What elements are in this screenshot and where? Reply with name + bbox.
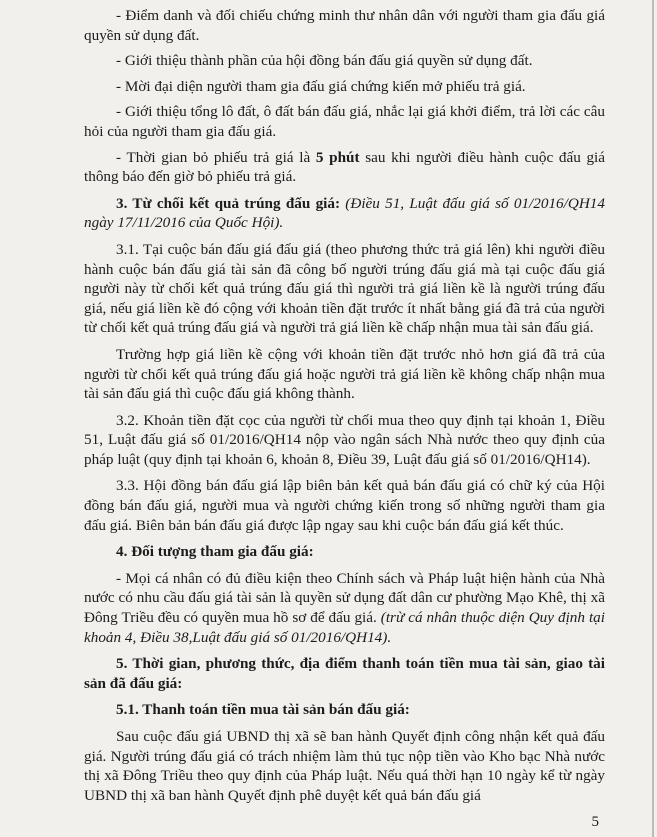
paragraph-3-1: 3.1. Tại cuộc bán đấu giá đấu giá (theo phương thức trả giá lên) khi người điều hành cuộc bán đấu giá tài sản đã công bố người trúng đấu giá mà tại cuộc đấu giá người này từ chối kết quả trúng đấu giá thì người trả giá liền kề là người trúng đấu giá, nếu giá liền kề đó cộng với khoản tiền đặt trước ít nhất bằng giá đã trả của người từ chối kết quả trúng đấu giá và người trả giá liền kề chấp nhận mua tài sản đấu giá. — [84, 240, 605, 337]
paragraph-voting-time — [84, 148, 605, 187]
section-5-1-heading: 5.1. Thanh toán tiền mua tài sản bán đấu giá: — [116, 701, 410, 719]
paragraph-3-1-case: Trường hợp giá liền kề cộng với khoản tiền đặt trước nhỏ hơn giá đã trả của người từ chối kết quả trúng đấu giá hoặc người trả giá liền kề không chấp nhận mua tài sản đấu giá thì cuộc đấu giá không thành. — [84, 345, 605, 403]
voting-time-prefix: - Thời gian bỏ phiếu trả giá là — [116, 148, 316, 166]
voting-time-duration: 5 phút — [315, 148, 360, 166]
eligibility-text: - Mọi cá nhân có đủ điều kiện theo Chính sách và Pháp luật hiện hành của Nhà nước có nhu cầu đấu giá tài sản là quyền sử dụng đất dân cư phường Mạo Khê, thị xã Đông Triều đều có quyền mua hồ sơ để đấu giá. — [84, 569, 605, 627]
section-3-heading — [84, 194, 605, 233]
voting-time-suffix: sau khi người điều hành cuộc đấu giá thông báo đến giờ bỏ phiếu trả giá. — [84, 148, 606, 186]
section-3-title: 3. Từ chối kết quả trúng đấu giá: — [116, 194, 341, 212]
eligibility-exception: (trừ cá nhân thuộc diện Quy định tại khoản 4, Điều 38,Luật đấu giá số 01/2016/QH14). — [84, 609, 605, 646]
paragraph-4-eligibility — [84, 569, 605, 647]
paragraph-5-1-payment: Sau cuộc đấu giá UBND thị xã sẽ ban hành Quyết định công nhận kết quả đấu giá. Người trúng đấu giá có trách nhiệm làm thủ tục nộp tiền vào Kho bạc Nhà nước thị xã Đông Triều theo quy định của Pháp luật. Nếu quá thời hạn 10 ngày kể từ ngày UBND thị xã ban hành Quyết định phê duyệt kết quả bán đấu giá — [84, 728, 605, 804]
paragraph-invite-witness: - Mời đại diện người tham gia đấu giá chứng kiến mở phiếu trả giá. — [116, 77, 526, 95]
scan-edge-line — [652, 0, 654, 837]
section-5-heading: 5. Thời gian, phương thức, địa điểm thanh toán tiền mua tài sản, giao tài sản đã đấu giá: — [84, 655, 605, 692]
paragraph-3-2: 3.2. Khoản tiền đặt cọc của người từ chối mua theo quy định tại khoản 1, Điều 51, Luật đấu giá số 01/2016/QH14 nộp vào ngân sách Nhà nước theo quy định của pháp luật (quy định tại khoản 6, khoản 8, Điều 39, Luật đấu giá số 01/2016/QH14). — [84, 411, 605, 468]
paragraph-3-3: 3.3. Hội đồng bán đấu giá lập biên bản kết quả bán đấu giá có chữ ký của Hội đồng bán đấu giá, người mua và người chứng kiến trong số những người tham gia đấu giá. Biên bản bán đấu giá được lập ngay sau khi cuộc bán đấu giá kết thúc. — [84, 477, 605, 534]
page-number: 5 — [591, 814, 599, 830]
paragraph-lot-intro: - Giới thiệu tổng lô đất, ô đất bán đấu giá, nhắc lại giá khởi điểm, trả lời các câu hỏi của người tham gia đấu giá. — [84, 103, 605, 140]
section-3-reference: (Điều 51, Luật đấu giá số 01/2016/QH14 ngày 17/11/2016 của Quốc Hội). — [84, 194, 605, 232]
paragraph-roll-call: - Điểm danh và đối chiếu chứng minh thư nhân dân với người tham gia đấu giá quyền sử dụng đất. — [84, 7, 605, 44]
paragraph-council-intro: - Giới thiệu thành phần của hội đồng bán đấu giá quyền sử dụng đất. — [116, 52, 533, 70]
section-4-heading: 4. Đối tượng tham gia đấu giá: — [116, 543, 314, 561]
